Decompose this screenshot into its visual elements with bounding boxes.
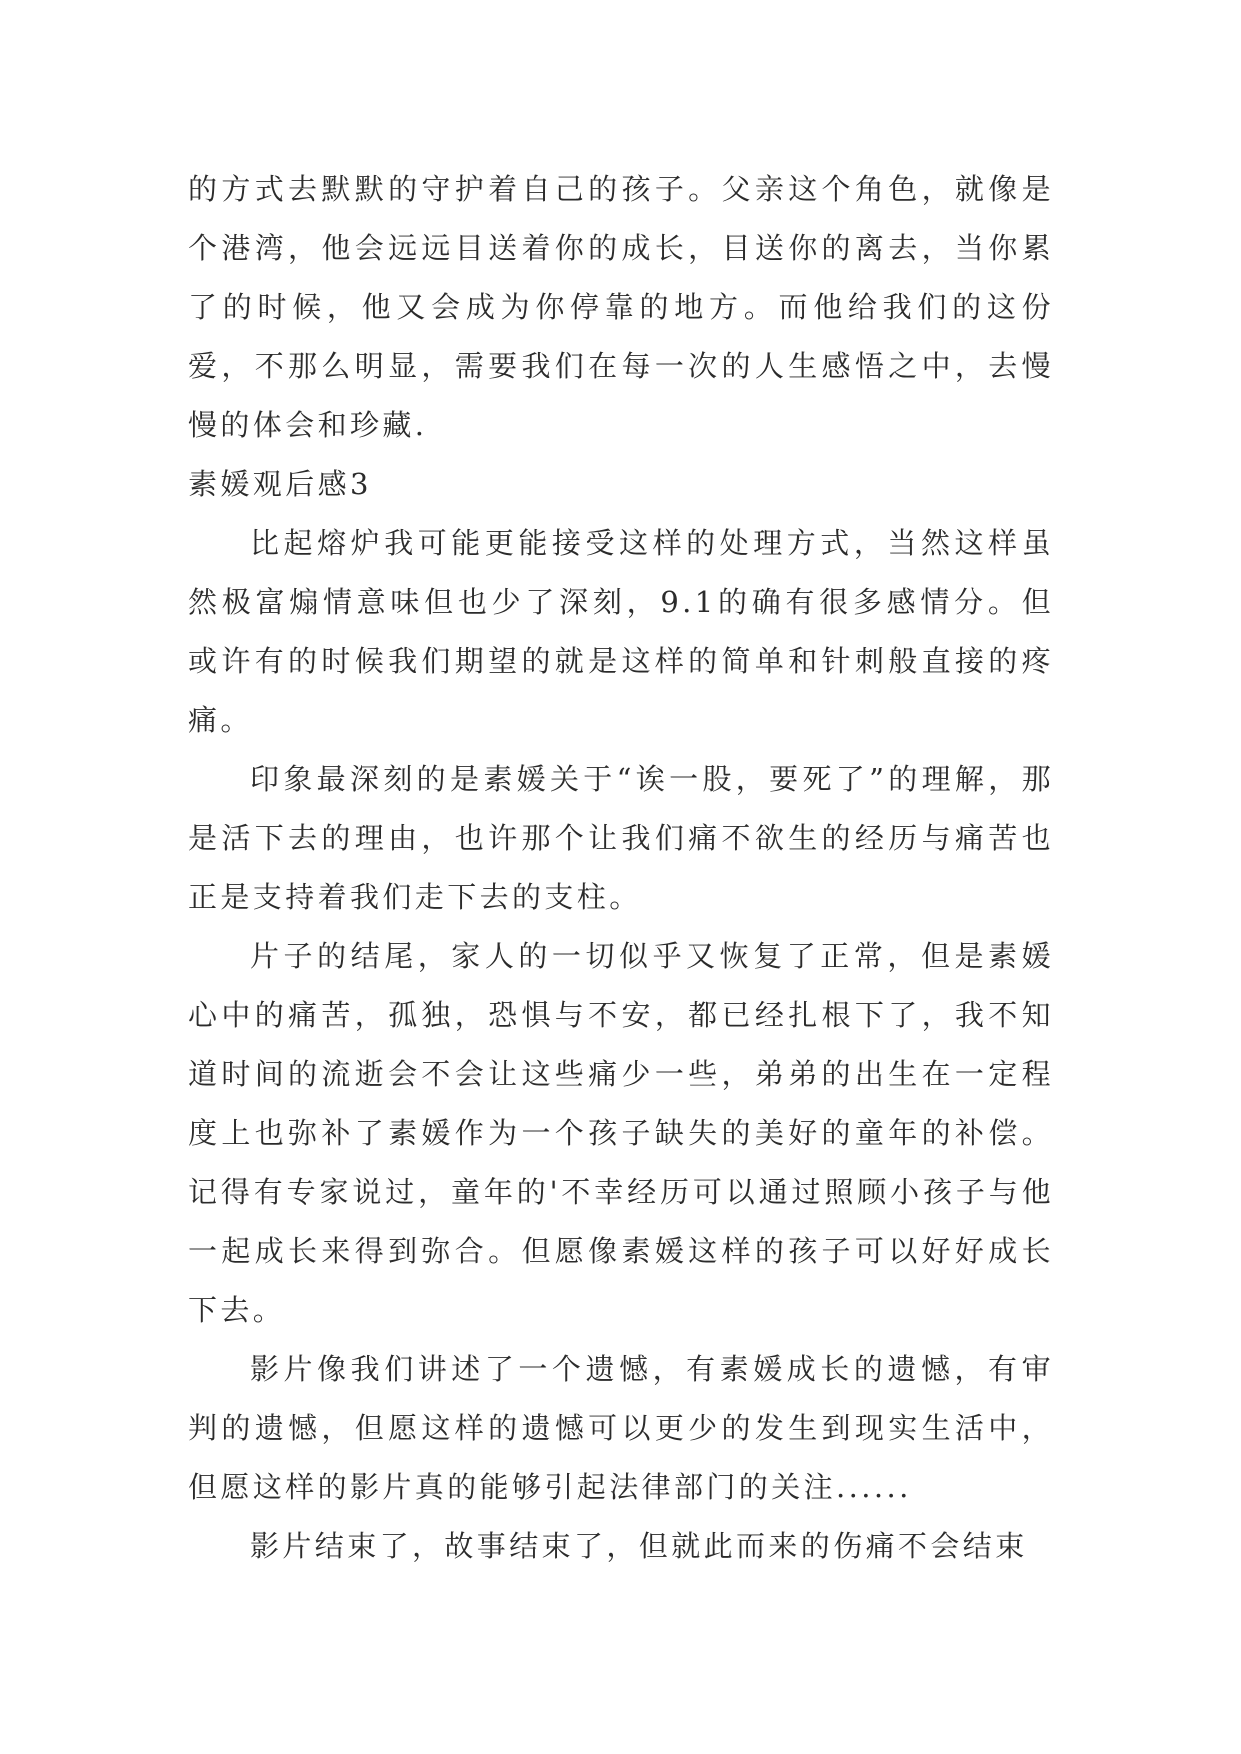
body-paragraph: 片子的结尾，家人的一切似乎又恢复了正常，但是素媛心中的痛苦，孤独，恐惧与不安，都已经扎根下了，我不知道时间的流逝会不会让这些痛少一些，弟弟的出生在一定程度上也弥补了素媛作为一个孩子缺失的美好的童年的补偿。记得有专家说过，童年的'不幸经历可以通过照顾小孩子与他一起成长来得到弥合。但愿像素媛这样的孩子可以好好成长下去。 — [188, 939, 1054, 1327]
body-paragraph: 比起熔炉我可能更能接受这样的处理方式，当然这样虽然极富煽情意味但也少了深刻，9.1的确有很多感情分。但或许有的时候我们期望的就是这样的简单和针刺般直接的疼痛。 — [188, 526, 1054, 737]
body-paragraph: 影片结束了，故事结束了，但就此而来的伤痛不会结束 — [250, 1529, 1028, 1563]
continuation-paragraph: 的方式去默默的守护着自己的孩子。父亲这个角色，就像是个港湾，他会远远目送着你的成长，目送你的离去，当你累了的时候，他又会成为你停靠的地方。而他给我们的这份爱，不那么明显，需要我们在每一次的人生感悟之中，去慢慢的体会和珍藏. — [188, 172, 1054, 442]
document-body — [188, 160, 1054, 1576]
body-paragraph: 影片像我们讲述了一个遗憾，有素媛成长的遗憾，有审判的遗憾，但愿这样的遗憾可以更少的发生到现实生活中，但愿这样的影片真的能够引起法律部门的关注...... — [188, 1352, 1054, 1504]
body-paragraph: 印象最深刻的是素媛关于“诶一股，要死了”的理解，那是活下去的理由，也许那个让我们痛不欲生的经历与痛苦也正是支持着我们走下去的支柱。 — [188, 762, 1054, 914]
section-title: 素媛观后感3 — [188, 467, 372, 501]
